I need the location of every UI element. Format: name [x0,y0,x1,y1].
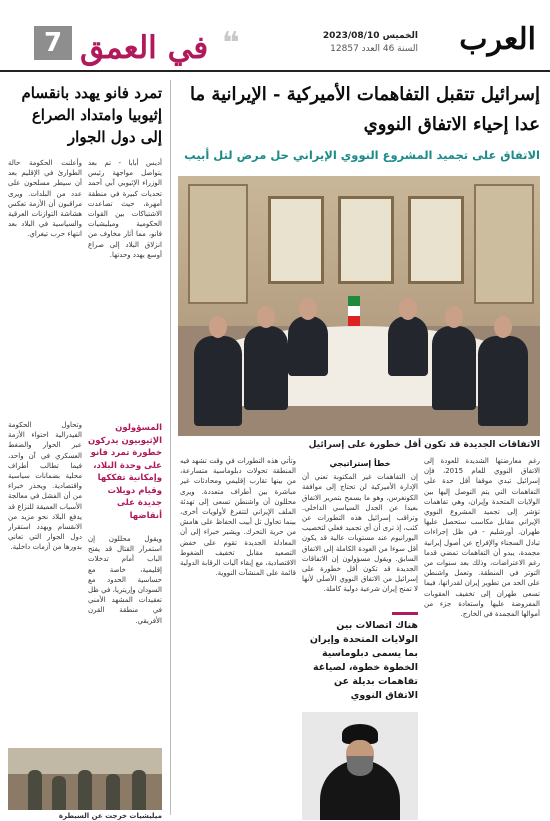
sidebar-photo-caption: ميليشيات خرجت عن السيطرة [58,812,162,820]
main-headline: إسرائيل تتقبل التفاهمات الأميركية - الإيرانية ما عدا إحياء الاتفاق النووي [190,84,540,135]
main-column-3-text: وتأتي هذه التطورات في وقت تشهد فيه المنطقة تحولات دبلوماسية متسارعة، من بينها تقارب إقليمي ومحادثات غير مباشرة بين أطراف متعددة. ويرى محللون أن واشنطن تسعى إلى تهدئة الملف الإيراني لتتفرغ لأولويات أخرى، بينما تحاول تل أبيب الحفاظ على هامش من حرية التحرك. ويشير خبراء إلى أن المعادلة الجديدة تقوم على خفض التصعيد مقابل تخفيف الضغوط الاقتصادية، مع إبقاء آليات الرقابة الدولية قائمة على المنشآت النووية. [180,457,296,578]
main-subhead: الاتفاق على تجميد المشروع النووي الإيراني حل مرض لتل أبيب [184,148,540,162]
sidebar-column-3 [88,534,162,744]
main-column-1-text: رغم معارضتها الشديدة للعودة إلى الاتفاق النووي للعام 2015، فإن إسرائيل تبدي موقفا أقل حدة على التفاهمات التي يتم التوصل إليها بين الولايات المتحدة وإيران، وهي تفاهمات تؤشر إلى تجميد المشروع النووي الإيراني مقابل مكاسب ستحصل عليها طهران. أورشليم - في ظل إجراءات تبادل السجناء والإفراج عن أصول إيرانية مجمدة، يبدو أن التفاهمات تمضي قدما رغم الاعتراضات، وذلك بعد سنوات من التوتر في المنطقة. وتعمل واشنطن على الحد من تطوير إيران لقدراتها، فيما تسعى طهران إلى تخفيف العقوبات المفروضة عليها واستعادة جزء من أموالها المجمدة في الخارج. [424,457,540,619]
issue-number: السنة 46 العدد 12857 [330,44,418,54]
main-pull-quote: هناك اتصالات بين الولايات المتحدة وإيران بما يسمى دبلوماسية الخطوة خطوة، لصياغة تفاهمات بديلة عن الاتفاق النووي [302,612,418,708]
main-column-3 [180,456,296,816]
sidebar-column-4 [8,420,82,746]
sidebar-pull-quote: المسؤولون الإثيوبيون يدركون خطورة تمرد فانو على وحدة البلاد، وإمكانية تفككها وقيام دويلات جديدة على أنقاضها [88,423,162,521]
issue-date: الخميس 2023/08/10 [322,31,418,41]
sidebar-column-3-text: ويقول محللون إن استمرار القتال قد يفتح الباب أمام تدخلات إقليمية، خاصة مع حساسية الحدود مع السودان وإريتريا، في ظل تعقيدات المشهد الأمني في منطقة القرن الأفريقي. [88,535,162,625]
sidebar-story [0,72,170,821]
sidebar-column-2 [8,158,82,418]
meeting-photo [178,176,540,436]
flag-icon [348,296,360,326]
sidebar-column-1 [88,158,162,418]
main-story [170,72,550,821]
portrait-photo [302,712,418,820]
main-column-2-text: إن التفاهمات غير المكتوبة تعني أن الإدارة الأميركية لن تحتاج إلى موافقة الكونغرس، وهو ما يسمح بتمرير الاتفاق بعيدا عن الجدل السياسي الداخلي. وتراقب إسرائيل هذه التطورات عن كثب، إذ ترى أن أي تجميد فعلي لتخصيب اليورانيوم عند مستويات عالية قد يكون أقل سوءا من العودة الكاملة إلى الاتفاق السابق. ويقول مسؤولون إن الاتفاقات الجديدة قد تكون أقل خطورة على إسرائيل من الاتفاق النووي الأصلي لأنها لا تمنح إيران شرعية دولية كاملة. [302,473,418,594]
newspaper-logo: العرب [459,22,536,57]
sidebar-headline: تمرد فانو يهدد بانقسام إثيوبيا وامتداد الصراع إلى دول الجوار [21,84,162,146]
sidebar-column-1-text: أديس أبابا - تم بعد يتواصل مواجهة رئيس الوزراء الإثيوبي آبي أحمد تحديات كبيرة في منطقة أمهرة، حيث تصاعدت الاشتباكات بين القوات الحكومية وميليشيات فانو، مما أثار مخاوف من انزلاق البلاد إلى صراع أوسع يهدد وحدتها. [88,159,162,259]
sidebar-column-2-text: وأعلنت الحكومة حالة الطوارئ في الإقليم بعد أن سيطر مسلحون على عدد من البلدات. ويرى مراقبون أن الأزمة تعكس هشاشة التوازنات العرقية والسياسية في البلاد بعد انتهاء حرب تيغراي. [8,159,82,239]
page-number: 7 [34,26,72,60]
militia-photo [8,748,162,810]
crosshead: خطأ إستراتيجي [329,459,391,468]
issue-info [323,30,418,56]
sidebar-column-4-text: وتحاول الحكومة الفيدرالية احتواء الأزمة عبر الحوار والضغط العسكري في آن واحد، فيما تطالب أطراف محلية بضمانات سياسية واقتصادية. ويحذر خبراء من أن الفشل في معالجة الأسباب العميقة للنزاع قد يدفع البلاد نحو مزيد من الانقسام ويهدد استقرار دول الجوار التي تعاني بدورها من أزمات داخلية. [8,421,82,552]
section-quote-icon: ❝ [222,26,240,61]
section-title: في العمق [80,30,209,66]
main-photo-caption: الاتفاقات الجديدة قد تكون أقل خطورة على إسرائيل [308,440,540,450]
main-column-1 [424,456,540,816]
masthead [0,0,550,72]
